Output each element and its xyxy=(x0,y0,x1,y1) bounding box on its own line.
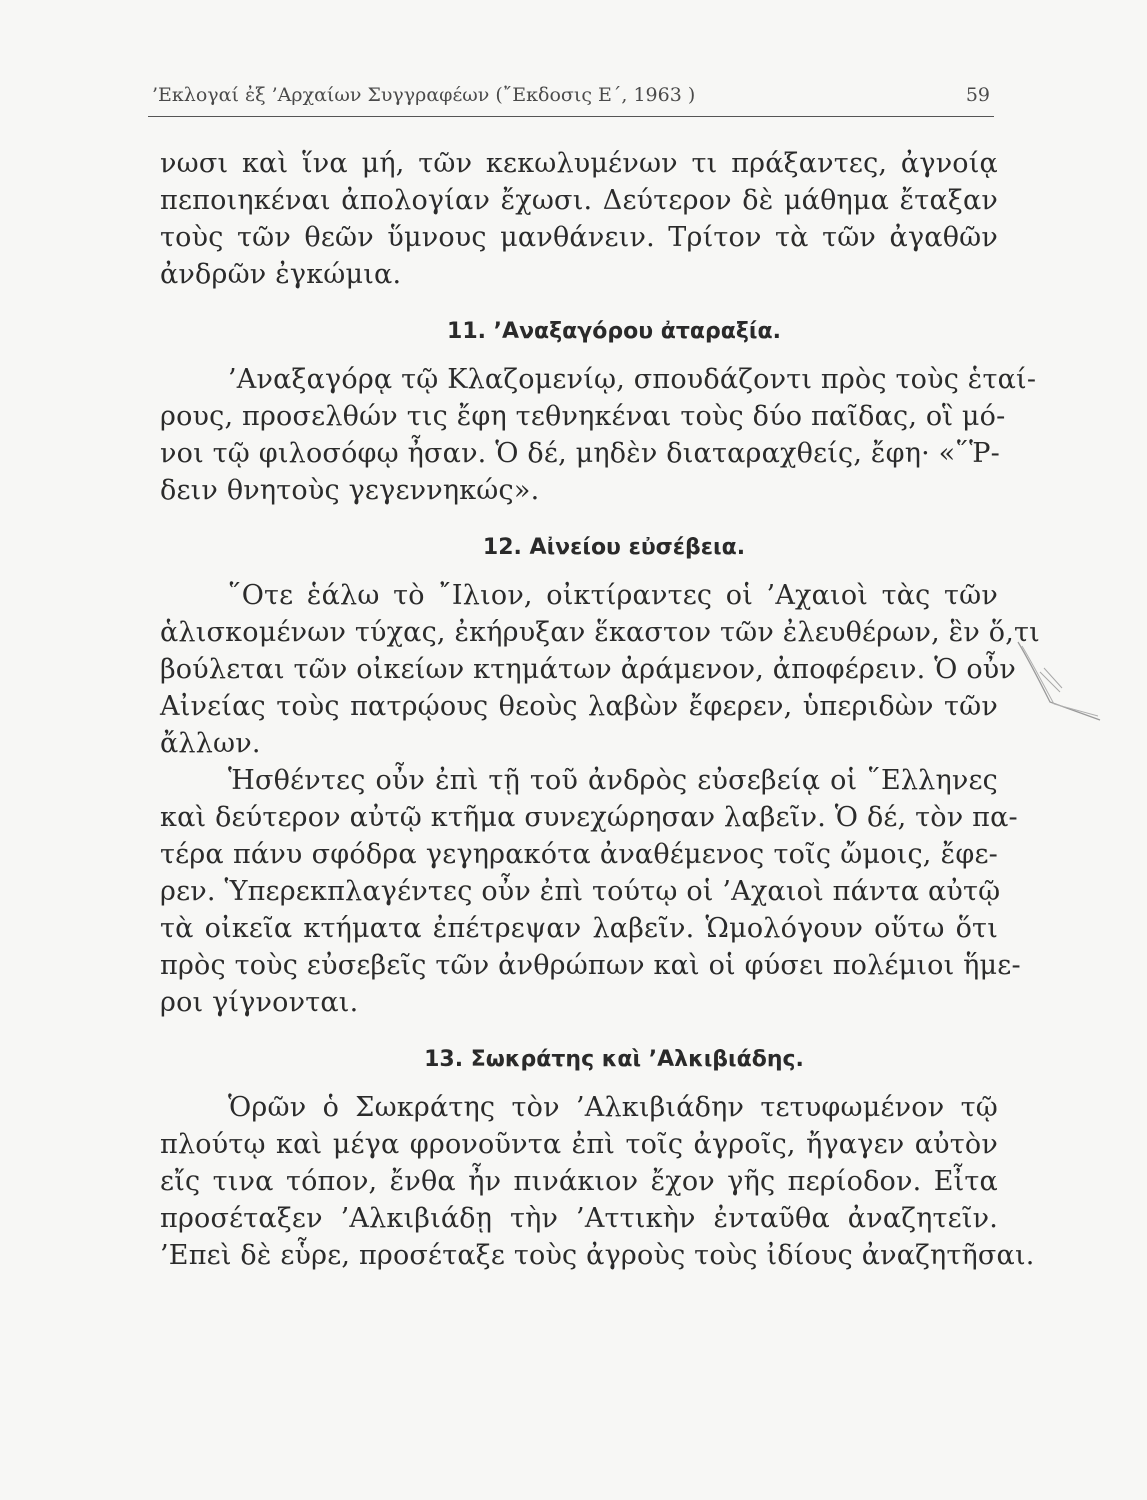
text-line: νωσι καὶ ἵνα μή, τῶν κεκωλυμένων τι πράξαντες, ἀγνοίᾳ xyxy=(160,148,998,179)
text-line: Ὁρῶν ὁ Σωκράτης τὸν ’Αλκιβιάδην τετυφωμένον τῷ xyxy=(228,1092,998,1123)
text-line: τέρα πάνυ σφόδρα γεγηρακότα ἀναθέμενος τοῖς ὤμοις, ἔφε- xyxy=(160,839,998,870)
text-line: Αἰνείας τοὺς πατρῴους θεοὺς λαβὼν ἔφερεν, ὑπεριδὼν τῶν xyxy=(160,691,998,722)
text-line: δειν θνητοὺς γεγεννηκώς». xyxy=(160,475,540,506)
header-rule xyxy=(148,116,994,117)
text-line: βούλεται τῶν οἰκείων κτημάτων ἀράμενον, ἀποφέρειν. Ὁ οὖν xyxy=(160,654,1017,685)
text-line: νοι τῷ φιλοσόφῳ ἦσαν. Ὁ δέ, μηδὲν διαταραχθείς, ἔφη· «῞Ῥ- xyxy=(160,438,1000,469)
text-line: καὶ δεύτερον αὐτῷ κτῆμα συνεχώρησαν λαβεῖν. Ὁ δέ, τὸν πα- xyxy=(160,802,1018,833)
page-body xyxy=(160,145,1040,1274)
section-heading-12: 12. Αἰνείου εὐσέβεια. xyxy=(482,535,746,560)
text-line: ἄλλων. xyxy=(160,728,261,759)
text-line: προσέταξεν ’Αλκιβιάδῃ τὴν ’Αττικὴν ἐνταῦθα ἀναζητεῖν. xyxy=(160,1203,998,1234)
text-line: ’Επεὶ δὲ εὗρε, προσέταξε τοὺς ἀγροὺς τοὺς ἰδίους ἀναζητῆσαι. xyxy=(160,1240,1035,1271)
text-line: πεποιηκέναι ἀπολογίαν ἔχωσι. Δεύτερον δὲ μάθημα ἔταξαν xyxy=(160,185,998,216)
text-line: πλούτῳ καὶ μέγα φρονοῦντα ἐπὶ τοῖς ἀγροῖς, ἤγαγεν αὐτὸν xyxy=(160,1129,998,1160)
text-line: ’Αναξαγόρᾳ τῷ Κλαζομενίῳ, σπουδάζοντι πρὸς τοὺς ἑταί- xyxy=(228,364,1037,395)
pencil-margin-mark-icon xyxy=(1010,632,1105,727)
text-line: ρους, προσελθών τις ἔφη τεθνηκέναι τοὺς δύο παῖδας, οἳ μό- xyxy=(160,401,1006,432)
running-header xyxy=(152,84,994,114)
text-line: ἀνδρῶν ἐγκώμια. xyxy=(160,259,402,290)
text-line: τὰ οἰκεῖα κτήματα ἐπέτρεψαν λαβεῖν. Ὡμολόγουν οὕτω ὅτι xyxy=(160,913,998,944)
text-line: τοὺς τῶν θεῶν ὕμνους μανθάνειν. Τρίτον τὰ τῶν ἀγαθῶν xyxy=(160,222,998,253)
text-line: Ἡσθέντες οὖν ἐπὶ τῇ τοῦ ἀνδρὸς εὐσεβείᾳ οἱ ῞Ελληνες xyxy=(228,765,998,796)
text-line: ἁλισκομένων τύχας, ἐκήρυξαν ἕκαστον τῶν ἐλευθέρων, ἓν ὅ,τι xyxy=(160,617,1040,648)
text-line: πρὸς τοὺς εὐσεβεῖς τῶν ἀνθρώπων καὶ οἱ φύσει πολέμιοι ἥμε- xyxy=(160,950,1021,981)
text-line: ρεν. Ὑπερεκπλαγέντες οὖν ἐπὶ τούτῳ οἱ ’Αχαιοὶ πάντα αὐτῷ xyxy=(160,876,1001,907)
section-heading-11: 11. ’Αναξαγόρου ἀταραξία. xyxy=(447,319,781,344)
page-number: 59 xyxy=(965,84,990,106)
text-line: ροι γίγνονται. xyxy=(160,987,359,1018)
section-heading-13: 13. Σωκράτης καὶ ’Αλκιβιάδης. xyxy=(424,1047,804,1072)
book-title: ’Εκλογαί ἐξ ’Αρχαίων Συγγραφέων (῎Εκδοσις Ε΄, 1963 ) xyxy=(152,84,696,106)
text-line: εἴς τινα τόπον, ἔνθα ἦν πινάκιον ἔχον γῆς περίοδον. Εἶτα xyxy=(160,1166,998,1197)
text-line: ῞Οτε ἑάλω τὸ ῎Ιλιον, οἰκτίραντες οἱ ’Αχαιοὶ τὰς τῶν xyxy=(228,580,998,611)
